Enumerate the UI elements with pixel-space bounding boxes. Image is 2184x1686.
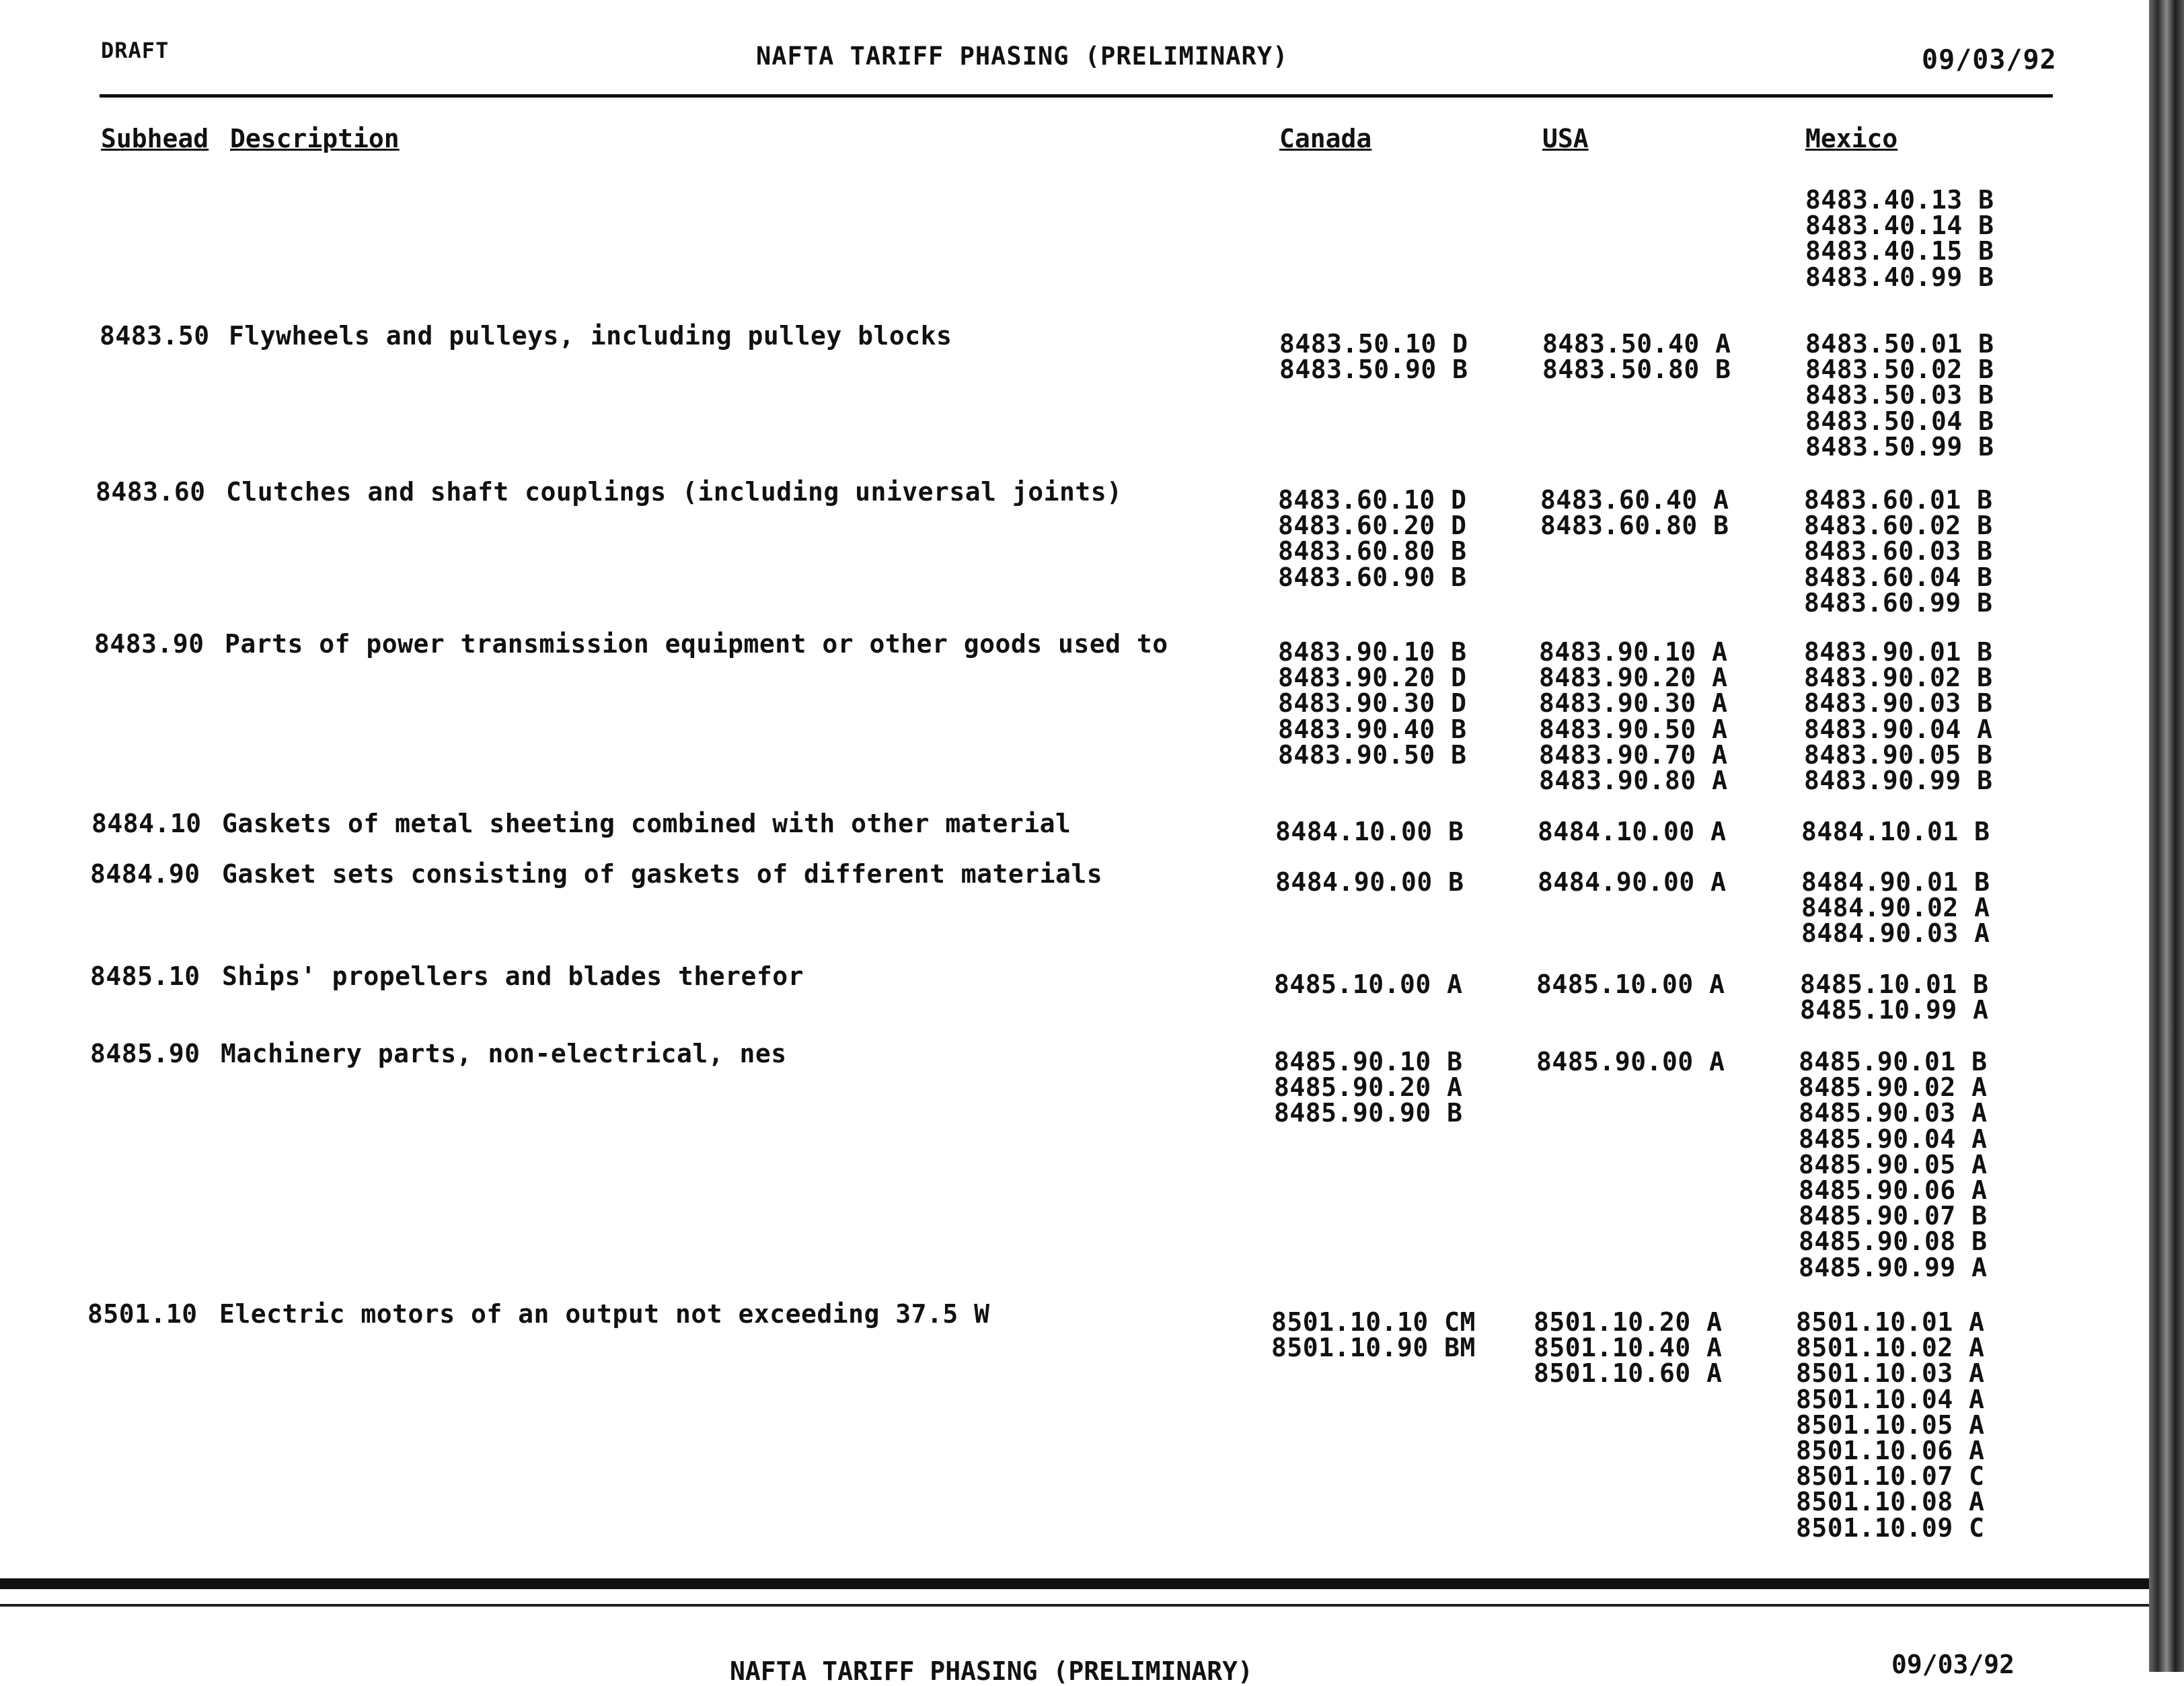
mexico-code: 8501.10.05 A bbox=[1796, 1409, 1985, 1440]
usa-code: 8483.60.80 B bbox=[1540, 511, 1729, 541]
canada-code: 8485.90.10 B bbox=[1274, 1047, 1463, 1076]
mexico-code: 8501.10.08 A bbox=[1796, 1487, 1985, 1517]
canada-code: 8483.60.10 D bbox=[1278, 485, 1467, 515]
canada-code: 8485.90.90 B bbox=[1274, 1098, 1463, 1128]
mexico-code: 8485.90.07 B bbox=[1799, 1201, 1988, 1231]
canada-code: 8484.90.00 B bbox=[1275, 867, 1464, 897]
usa-code: 8501.10.40 A bbox=[1534, 1333, 1723, 1363]
canada-code: 8483.90.40 B bbox=[1278, 714, 1467, 744]
row-subhead: 8483.90 bbox=[94, 629, 204, 659]
canada-code: 8483.90.30 D bbox=[1278, 688, 1467, 719]
usa-code: 8483.90.80 A bbox=[1539, 766, 1728, 795]
mexico-code: 8501.10.06 A bbox=[1796, 1436, 1985, 1465]
usa-code: 8484.90.00 A bbox=[1538, 867, 1727, 897]
mexico-code: 8501.10.03 A bbox=[1796, 1358, 1985, 1389]
usa-code: 8485.10.00 A bbox=[1536, 969, 1725, 999]
usa-code: 8483.60.40 A bbox=[1540, 485, 1729, 515]
mexico-code: 8483.50.01 B bbox=[1805, 329, 1994, 359]
mexico-code: 8485.10.01 B bbox=[1800, 969, 1989, 999]
canada-code: 8485.90.20 A bbox=[1274, 1072, 1463, 1103]
draft-label: DRAFT bbox=[101, 38, 170, 63]
mexico-code: 8484.90.01 B bbox=[1801, 867, 1990, 897]
mexico-code: 8485.90.99 A bbox=[1799, 1252, 1988, 1282]
row-subhead: 8485.10 bbox=[90, 961, 200, 991]
usa-code: 8483.90.10 A bbox=[1539, 637, 1728, 667]
row-description: Ships' propellers and blades therefor bbox=[222, 961, 804, 991]
mexico-code: 8483.40.13 B bbox=[1805, 185, 1994, 215]
canada-code: 8485.10.00 A bbox=[1274, 969, 1463, 999]
row-subhead: 8483.60 bbox=[96, 477, 206, 507]
canada-code: 8483.60.80 B bbox=[1278, 536, 1467, 566]
canada-code: 8484.10.00 B bbox=[1275, 817, 1464, 846]
mexico-code: 8501.10.02 A bbox=[1796, 1333, 1985, 1363]
row-description: Clutches and shaft couplings (including universal joints) bbox=[226, 477, 1123, 507]
canada-code: 8483.90.10 B bbox=[1278, 637, 1467, 667]
mexico-code: 8483.60.02 B bbox=[1804, 511, 1993, 541]
next-page-date: 09/03/92 bbox=[1891, 1650, 2015, 1679]
column-header-usa: USA bbox=[1542, 124, 1589, 153]
canada-code: 8483.50.90 B bbox=[1279, 355, 1468, 385]
mexico-code: 8485.10.99 A bbox=[1800, 995, 1989, 1025]
page-edge-shadow bbox=[2149, 0, 2184, 1672]
usa-code: 8484.10.00 A bbox=[1538, 817, 1727, 846]
usa-code: 8483.90.30 A bbox=[1539, 688, 1728, 719]
row-description: Parts of power transmission equipment or other goods used to bbox=[225, 629, 1168, 659]
usa-code: 8483.90.20 A bbox=[1539, 663, 1728, 693]
mexico-code: 8483.50.02 B bbox=[1805, 355, 1994, 385]
usa-code: 8483.50.80 B bbox=[1542, 355, 1731, 385]
mexico-code: 8483.60.04 B bbox=[1804, 562, 1993, 592]
next-page-rule bbox=[0, 1604, 2184, 1607]
column-header-description: Description bbox=[230, 124, 400, 153]
mexico-code: 8483.60.01 B bbox=[1804, 485, 1993, 515]
page-date: 09/03/92 bbox=[1922, 44, 2057, 75]
mexico-code: 8483.40.99 B bbox=[1805, 262, 1994, 292]
page-title: NAFTA TARIFF PHASING (PRELIMINARY) bbox=[756, 42, 1289, 71]
column-header-subhead: Subhead bbox=[101, 124, 209, 153]
mexico-code: 8483.50.04 B bbox=[1805, 406, 1994, 436]
canada-code: 8483.90.50 B bbox=[1278, 739, 1467, 770]
mexico-code: 8485.90.04 A bbox=[1799, 1124, 1988, 1154]
canada-code: 8501.10.10 CM bbox=[1271, 1307, 1476, 1337]
row-subhead: 8485.90 bbox=[90, 1039, 200, 1068]
row-description: Flywheels and pulleys, including pulley blocks bbox=[229, 321, 952, 351]
mexico-code: 8501.10.01 A bbox=[1796, 1307, 1985, 1337]
mexico-code: 8483.90.01 B bbox=[1804, 637, 1993, 667]
next-page-title: NAFTA TARIFF PHASING (PRELIMINARY) bbox=[730, 1656, 1253, 1686]
mexico-code: 8483.50.99 B bbox=[1805, 431, 1994, 462]
mexico-code: 8483.90.05 B bbox=[1804, 739, 1993, 770]
mexico-code: 8483.60.99 B bbox=[1804, 587, 1993, 618]
canada-code: 8483.50.10 D bbox=[1279, 329, 1468, 359]
mexico-code: 8483.90.04 A bbox=[1804, 714, 1993, 744]
usa-code: 8501.10.20 A bbox=[1534, 1307, 1723, 1337]
canada-code: 8501.10.90 BM bbox=[1271, 1333, 1476, 1363]
column-header-canada: Canada bbox=[1279, 124, 1372, 153]
mexico-code: 8483.50.03 B bbox=[1805, 380, 1994, 410]
mexico-code: 8485.90.08 B bbox=[1799, 1226, 1988, 1257]
mexico-code: 8485.90.06 A bbox=[1799, 1175, 1988, 1205]
usa-code: 8483.90.70 A bbox=[1539, 739, 1728, 770]
mexico-code: 8501.10.07 C bbox=[1796, 1461, 1985, 1492]
mexico-code: 8485.90.05 A bbox=[1799, 1149, 1988, 1179]
mexico-code: 8483.90.02 B bbox=[1804, 663, 1993, 693]
row-subhead: 8484.10 bbox=[91, 809, 202, 838]
mexico-code: 8484.90.03 A bbox=[1801, 918, 1990, 949]
page-bottom-rule bbox=[0, 1578, 2149, 1589]
usa-code: 8485.90.00 A bbox=[1536, 1047, 1725, 1076]
mexico-code: 8485.90.03 A bbox=[1799, 1098, 1988, 1128]
mexico-code: 8501.10.04 A bbox=[1796, 1384, 1985, 1414]
row-subhead: 8501.10 bbox=[87, 1299, 198, 1329]
mexico-code: 8484.10.01 B bbox=[1801, 817, 1990, 846]
usa-code: 8501.10.60 A bbox=[1534, 1358, 1723, 1389]
row-description: Gasket sets consisting of gaskets of different materials bbox=[222, 859, 1103, 889]
canada-code: 8483.60.20 D bbox=[1278, 511, 1467, 541]
mexico-code: 8483.90.03 B bbox=[1804, 688, 1993, 719]
mexico-code: 8483.90.99 B bbox=[1804, 766, 1993, 795]
row-subhead: 8484.90 bbox=[90, 859, 200, 889]
canada-code: 8483.60.90 B bbox=[1278, 562, 1467, 592]
mexico-code: 8483.40.14 B bbox=[1805, 211, 1994, 241]
mexico-code: 8484.90.02 A bbox=[1801, 893, 1990, 923]
row-description: Machinery parts, non-electrical, nes bbox=[221, 1039, 787, 1068]
mexico-code: 8483.60.03 B bbox=[1804, 536, 1993, 566]
mexico-code: 8483.40.15 B bbox=[1805, 236, 1994, 266]
column-header-mexico: Mexico bbox=[1805, 124, 1898, 153]
usa-code: 8483.50.40 A bbox=[1542, 329, 1731, 359]
row-subhead: 8483.50 bbox=[100, 321, 210, 351]
usa-code: 8483.90.50 A bbox=[1539, 714, 1728, 744]
canada-code: 8483.90.20 D bbox=[1278, 663, 1467, 693]
row-description: Gaskets of metal sheeting combined with other material bbox=[222, 809, 1071, 838]
mexico-code: 8485.90.01 B bbox=[1799, 1047, 1988, 1076]
mexico-code: 8485.90.02 A bbox=[1799, 1072, 1988, 1103]
row-description: Electric motors of an output not exceeding 37.5 W bbox=[219, 1299, 990, 1329]
mexico-code: 8501.10.09 C bbox=[1796, 1512, 1985, 1543]
